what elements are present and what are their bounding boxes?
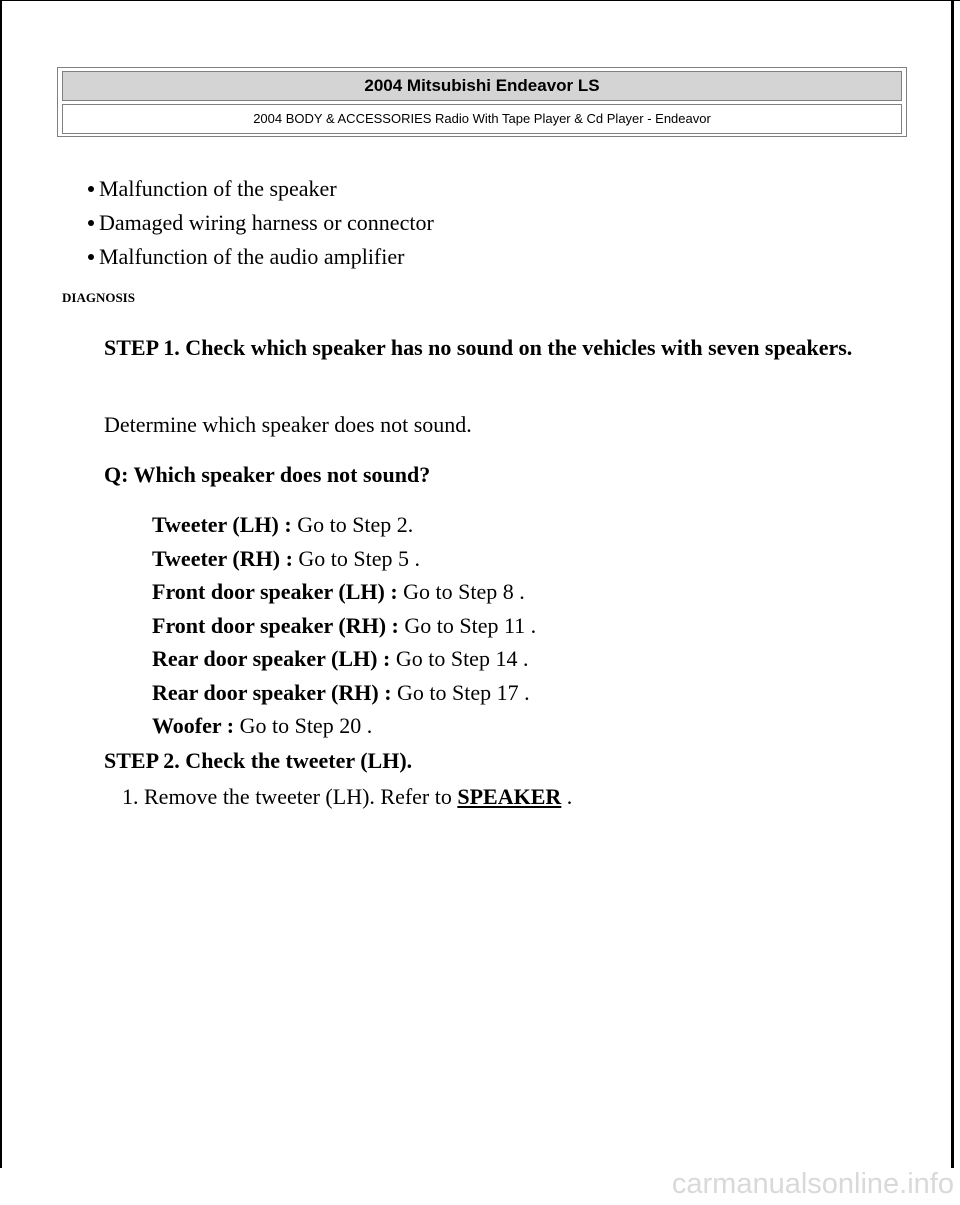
list-item	[152, 678, 536, 712]
page-border-right	[951, 0, 954, 1168]
answer-label: Woofer :	[152, 713, 235, 738]
speaker-link[interactable]: SPEAKER	[457, 784, 562, 809]
answer-action: Go to Step 11 .	[398, 612, 537, 638]
answer-label: Tweeter (LH) :	[152, 512, 292, 537]
list-item	[88, 172, 434, 206]
cause-text: Damaged wiring harness or connector	[99, 210, 434, 235]
answer-action: Go to Step 8 .	[397, 579, 525, 604]
cause-text: Malfunction of the audio amplifier	[99, 244, 405, 269]
page-border-top	[0, 0, 960, 1]
answer-label: Rear door speaker (LH) :	[152, 646, 391, 671]
bullet-icon	[88, 220, 94, 226]
bullet-icon	[88, 186, 94, 192]
list-item	[88, 240, 434, 274]
watermark: carmanualsonline.info	[671, 1168, 954, 1200]
list-item	[152, 510, 536, 544]
bullet-icon	[88, 254, 94, 260]
causes-list	[88, 172, 434, 274]
answer-action: Go to Step 2.	[291, 512, 414, 537]
list-item	[88, 206, 434, 240]
substep-end: .	[561, 784, 573, 809]
step1-question: Q: Which speaker does not sound?	[104, 462, 431, 487]
answer-action: Go to Step 20 .	[234, 713, 373, 738]
step1-title: STEP 1. Check which speaker has no sound on the vehicles with seven speakers.	[104, 335, 853, 360]
list-item	[152, 544, 536, 578]
step2-substep	[122, 782, 572, 812]
section-title: DIAGNOSIS	[62, 290, 135, 305]
list-item	[152, 577, 536, 611]
answer-label: Front door speaker (RH) :	[152, 612, 399, 638]
header-subtitle: 2004 BODY & ACCESSORIES Radio With Tape Player & Cd Player - Endeavor	[62, 104, 902, 134]
answer-label: Front door speaker (LH) :	[152, 579, 398, 604]
answer-label: Rear door speaker (RH) :	[152, 679, 392, 705]
step2-title: STEP 2. Check the tweeter (LH).	[104, 748, 413, 773]
list-item	[152, 711, 536, 745]
list-item	[152, 611, 536, 645]
substep-text: 1. Remove the tweeter (LH). Refer to	[122, 784, 458, 809]
step1-instruction: Determine which speaker does not sound.	[104, 412, 472, 437]
answer-action: Go to Step 17 .	[391, 679, 530, 705]
page-border-left	[0, 0, 2, 1168]
answer-list	[152, 510, 536, 745]
document-header	[57, 67, 907, 137]
answer-action: Go to Step 14 .	[390, 646, 529, 671]
list-item	[152, 644, 536, 678]
answer-action: Go to Step 5 .	[292, 545, 421, 571]
header-title: 2004 Mitsubishi Endeavor LS	[62, 71, 902, 101]
cause-text: Malfunction of the speaker	[99, 176, 337, 201]
answer-label: Tweeter (RH) :	[152, 545, 293, 571]
